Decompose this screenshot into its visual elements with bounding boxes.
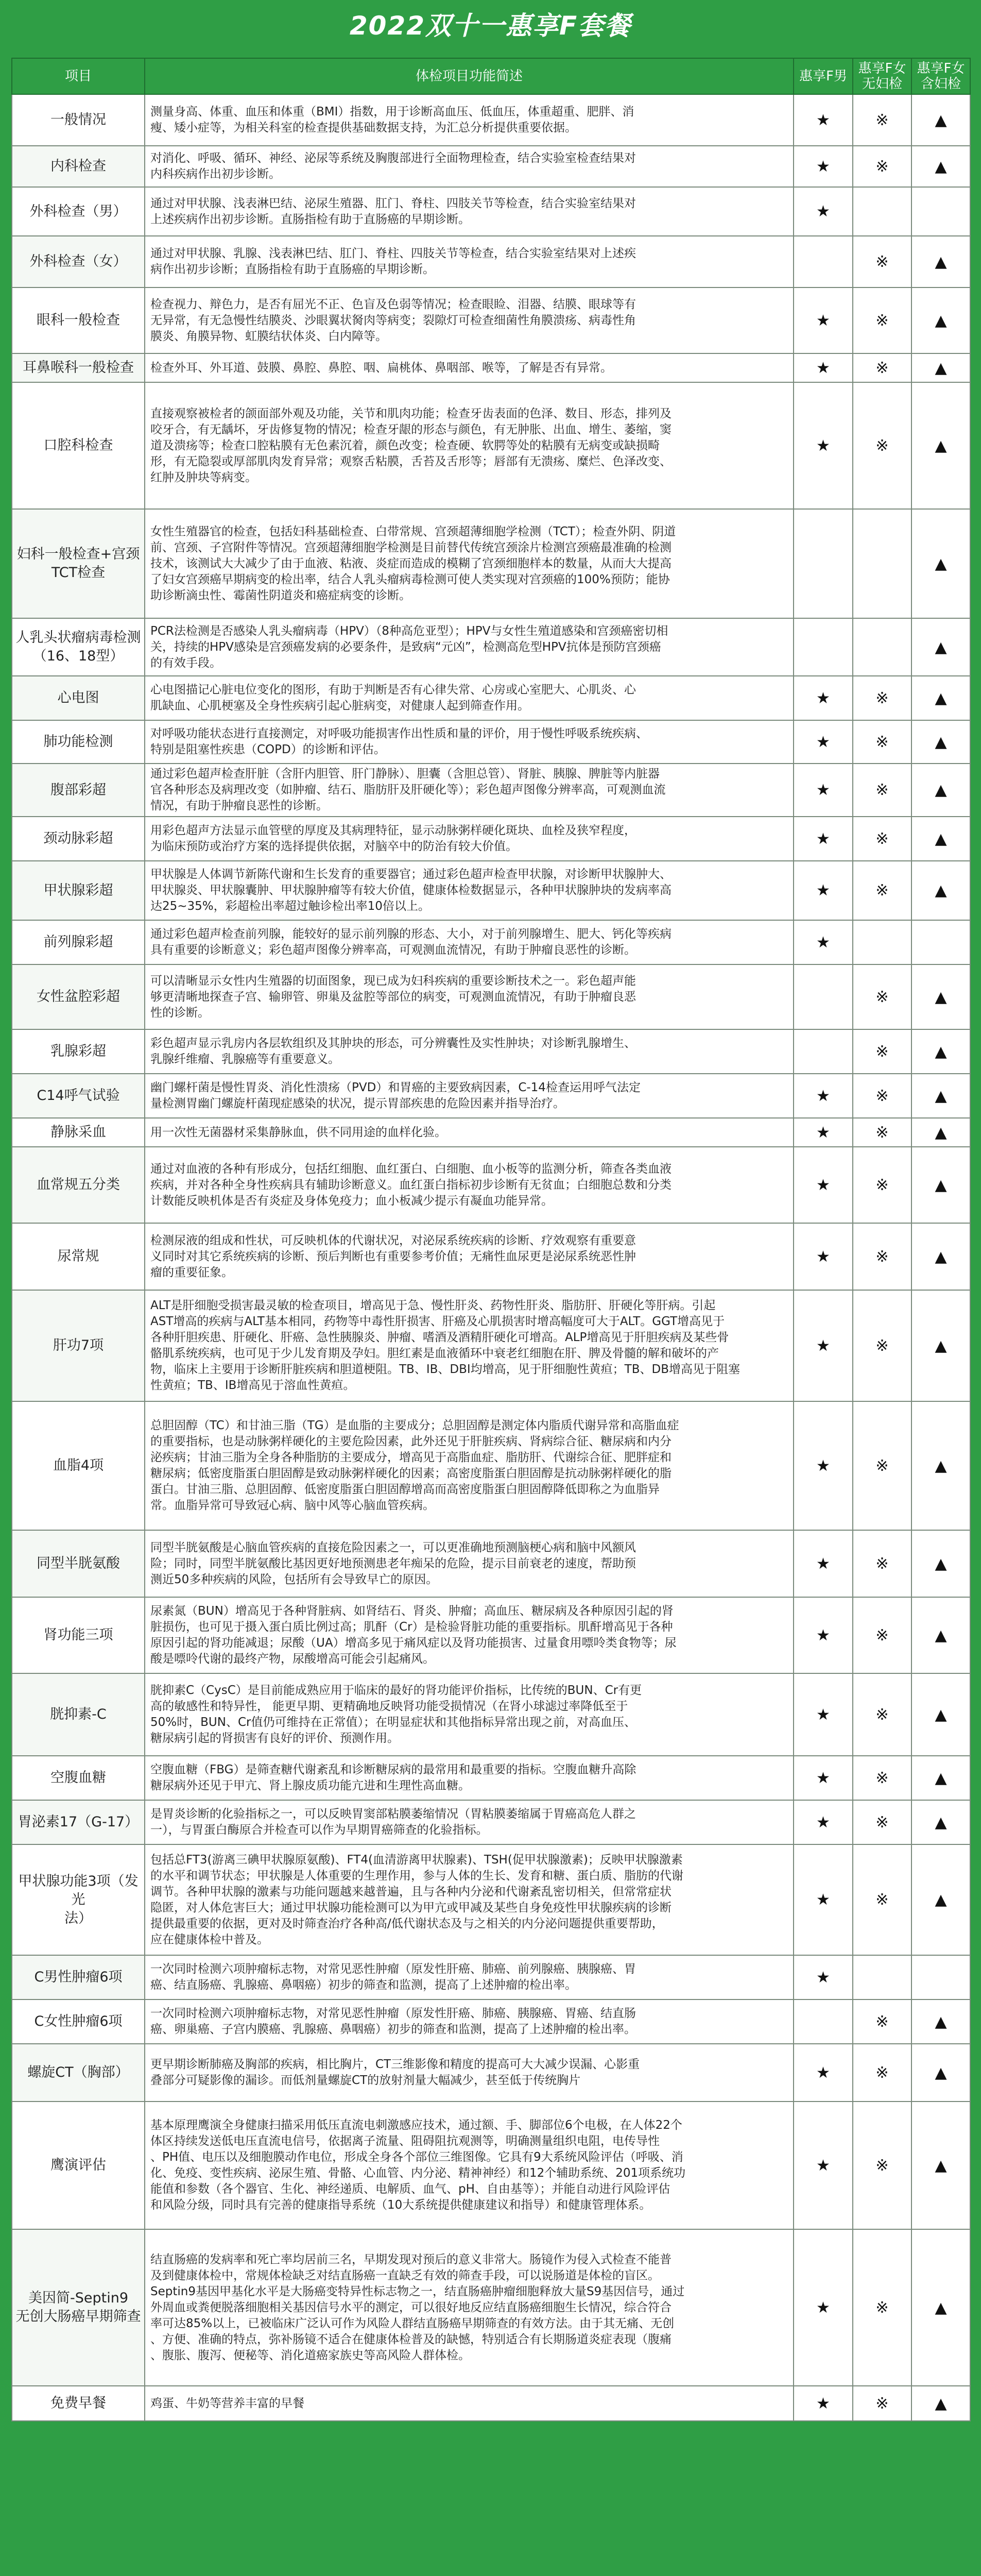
- row-item-name: 螺旋CT（胸部）: [12, 2044, 145, 2102]
- row-mark-female-unmarried: ※: [853, 1673, 911, 1756]
- row-mark-female-married: ▲: [911, 2386, 970, 2421]
- row-item-name: C14呼气试验: [12, 1074, 145, 1118]
- header-female-married: 惠享F女 含妇检: [911, 58, 970, 94]
- row-mark-female-unmarried: ※: [853, 1074, 911, 1118]
- row-mark-female-unmarried: ※: [853, 764, 911, 817]
- row-mark-male: ★: [794, 2044, 853, 2102]
- row-mark-female-married: ▲: [911, 817, 970, 861]
- row-mark-female-unmarried: ※: [853, 1118, 911, 1147]
- row-description: 结直肠癌的发病率和死亡率均居前三名，早期发现对预后的意义非常大。肠镜作为侵入式检查不能普 及到健康体检中，常规体检缺乏对结直肠癌一直缺乏有效的筛查手段，可以说肠道是体检的盲区。 Septin9基因甲基化水平是大肠癌变特异性标志物之一，结直肠癌肿瘤细胞释放大量S9基因信号，通过 外周血或粪便脱落细胞相关基因信号水平的测定，可以很好地反应结直肠癌细胞生长情况，综合符合 率可达85%以上，已被临床广泛认可作为风险人群结直肠癌早期筛查的有效方法。由于其无痛、无创 、方便、准确的特点，弥补肠镜不适合在健康体检普及的缺憾，特别适合有长期肠道炎症表现（腹痛 、腹胀、腹泻、便秘等、消化道癌家族史等高风险人群体检。: [145, 2229, 794, 2386]
- table-row: [12, 94, 970, 146]
- header-female-unmarried: 惠享F女 无妇检: [853, 58, 911, 94]
- table-row: [12, 920, 970, 964]
- row-mark-male: [794, 964, 853, 1029]
- table-row: [12, 2102, 970, 2229]
- row-description: 幽门螺杆菌是慢性胃炎、消化性溃疡（PVD）和胃癌的主要致病因素，C-14检查运用呼气法定 量检测胃幽门螺旋杆菌现症感染的状况，提示胃部疾患的危险因素并指导治疗。: [145, 1074, 794, 1118]
- table-row: [12, 1955, 970, 1999]
- row-mark-female-unmarried: ※: [853, 861, 911, 920]
- row-description: ALT是肝细胞受损害最灵敏的检查项目，增高见于急、慢性肝炎、药物性肝炎、脂肪肝、肝硬化等肝病。引起 AST增高的疾病与ALT基本相同，药物等中毒性肝损害、肝癌及心肌损害时增高幅度可大于ALT。GGT增高见于 各种肝胆疾患、肝硬化、肝癌、急性胰腺炎、肿瘤、嗜酒及酒精肝硬化可增高。ALP增高见于肝胆疾病及某些骨 骼肌系统疾病，也可见于少儿发育期及孕妇。胆红素是血液循环中衰老红细胞在肝、脾及骨髓的解和破坏的产 物，临床上主要用于诊断肝脏疾病和胆道梗阻。TB、IB、DBI均增高，见于肝细胞性黄疸；TB、DB增高见于阻塞 性黄疸；TB、IB增高见于溶血性黄疸。: [145, 1290, 794, 1401]
- row-mark-female-married: ▲: [911, 1800, 970, 1844]
- row-mark-male: ★: [794, 720, 853, 764]
- row-description: 通过对甲状腺、浅表淋巴结、泌尿生殖器、肛门、脊柱、四肢关节等检查，结合实验室结果对 上述疾病作出初步诊断。直肠指检有助于直肠癌的早期诊断。: [145, 187, 794, 236]
- row-mark-female-unmarried: ※: [853, 1401, 911, 1530]
- row-description: 一次同时检测六项肿瘤标志物，对常见恶性肿瘤（原发性肝癌、肺癌、胰腺癌、胃癌、结直肠 癌、卵巢癌、子宫内膜癌、乳腺癌、鼻咽癌）初步的筛查和监测，提高了上述肿瘤的检出率。: [145, 1999, 794, 2044]
- row-item-name: 肾功能三项: [12, 1597, 145, 1673]
- row-item-name: 外科检查（男）: [12, 187, 145, 236]
- row-description: 直接观察被检者的颌面部外观及功能，关节和肌肉功能；检查牙齿表面的色泽、数目、形态，排列及 咬牙合，有无龋坏，牙齿修复物的情况；检查牙龈的形态与颜色，有无肿胀、出血、增生、萎缩，窦 道及溃疡等；检查口腔粘膜有无色素沉着，颜色改变；检查硬、软腭等处的粘膜有无病变或缺损畸 形，有无隐裂或厚部肌肉发育异常；观察舌粘膜，舌苔及舌形等；唇部有无溃疡、糜烂、色泽改变、 红肿及肿块等病变。: [145, 382, 794, 509]
- row-description: 胱抑素C（CysC）是目前能成熟应用于临床的最好的肾功能评价指标，比传统的BUN、Cr有更 高的敏感性和特异性， 能更早期、更精确地反映肾功能受损情况（在肾小球滤过率降低至于 50%时，BUN、Cr值仍可维持在正常值）；在明显症状和其他指标异常出现之前，对高血压、 糖尿病引起的肾损害有良好的评价、预测作用。: [145, 1673, 794, 1756]
- row-mark-female-unmarried: ※: [853, 2229, 911, 2386]
- table-row: [12, 1844, 970, 1955]
- row-item-name: 一般情况: [12, 94, 145, 146]
- row-mark-female-unmarried: [853, 920, 911, 964]
- row-mark-female-unmarried: ※: [853, 382, 911, 509]
- row-item-name: 腹部彩超: [12, 764, 145, 817]
- row-mark-female-married: ▲: [911, 2044, 970, 2102]
- row-mark-female-married: ▲: [911, 1844, 970, 1955]
- row-mark-female-married: ▲: [911, 676, 970, 720]
- row-mark-male: ★: [794, 817, 853, 861]
- row-description: 包括总FT3(游离三碘甲状腺原氨酸)、FT4(血清游离甲状腺素)、TSH(促甲状腺激素)；反映甲状腺激素 的水平和调节状态；甲状腺是人体重要的生理作用，参与人体的生长、发育和糖、蛋白质、脂肪的代谢 调节。各种甲状腺的激素与功能问题越来越普遍，且与各种内分泌和代谢紊乱密切相关，但常常症状 隐匿，对人体危害巨大；通过甲状腺功能检测可以为甲亢或甲减及某些自身免疫性甲状腺疾病的诊断 提供最重要的依据，更对及时筛查治疗各种高/低代谢状态及与之相关的内分泌问题提供重要帮助， 应在健康体检中普及。: [145, 1844, 794, 1955]
- row-item-name: 眼科一般检查: [12, 287, 145, 353]
- table-row: [12, 1401, 970, 1530]
- row-item-name: 甲状腺彩超: [12, 861, 145, 920]
- row-mark-female-married: ▲: [911, 1074, 970, 1118]
- row-mark-male: [794, 236, 853, 287]
- row-mark-male: ★: [794, 94, 853, 146]
- row-item-name: 内科检查: [12, 146, 145, 187]
- row-mark-male: ★: [794, 1673, 853, 1756]
- row-mark-female-married: ▲: [911, 1530, 970, 1597]
- row-mark-female-married: ▲: [911, 1597, 970, 1673]
- row-description: 通过彩色超声检查前列腺，能较好的显示前列腺的形态、大小，对于前列腺增生、肥大、钙化等疾病 具有重要的诊断意义；彩色超声图像分辨率高，可观测血流情况，有助于肿瘤良恶性的诊断。: [145, 920, 794, 964]
- row-mark-male: ★: [794, 920, 853, 964]
- row-item-name: 血常规五分类: [12, 1147, 145, 1223]
- row-mark-female-married: ▲: [911, 382, 970, 509]
- table-row: [12, 1147, 970, 1223]
- row-mark-female-married: [911, 1955, 970, 1999]
- row-mark-female-unmarried: ※: [853, 817, 911, 861]
- row-description: 检测尿液的组成和性状，可反映机体的代谢状况，对泌尿系统疾病的诊断、疗效观察有重要意 义同时对其它系统疾病的诊断、预后判断也有重要参考价值；无痛性血尿更是泌尿系统恶性肿 瘤的重要征象。: [145, 1223, 794, 1290]
- row-mark-female-unmarried: ※: [853, 1756, 911, 1800]
- row-mark-female-married: ▲: [911, 861, 970, 920]
- row-mark-female-married: ▲: [911, 2229, 970, 2386]
- row-mark-female-unmarried: ※: [853, 2386, 911, 2421]
- table-row: [12, 1029, 970, 1074]
- row-description: 更早期诊断肺癌及胸部的疾病，相比胸片，CT三维影像和精度的提高可大大减少误漏、心影重 叠部分可疑影像的漏诊。而低剂量螺旋CT的放射剂量大幅减少，甚至低于传统胸片: [145, 2044, 794, 2102]
- row-mark-male: ★: [794, 1147, 853, 1223]
- table-row: [12, 146, 970, 187]
- table-row: [12, 764, 970, 817]
- table-row: [12, 1999, 970, 2044]
- page-title: 2022双十一惠享F套餐: [349, 11, 632, 41]
- table-row: [12, 1074, 970, 1118]
- row-mark-female-unmarried: [853, 509, 911, 618]
- row-mark-male: [794, 618, 853, 676]
- row-mark-male: ★: [794, 861, 853, 920]
- table-row: [12, 1290, 970, 1401]
- row-mark-female-unmarried: ※: [853, 676, 911, 720]
- row-mark-female-unmarried: ※: [853, 1800, 911, 1844]
- row-mark-female-married: ▲: [911, 1029, 970, 1074]
- row-item-name: 口腔科检查: [12, 382, 145, 509]
- row-item-name: 乳腺彩超: [12, 1029, 145, 1074]
- row-mark-male: ★: [794, 1223, 853, 1290]
- row-description: 用一次性无菌器材采集静脉血，供不同用途的血样化验。: [145, 1118, 794, 1147]
- row-mark-female-unmarried: ※: [853, 2102, 911, 2229]
- row-mark-male: ★: [794, 2386, 853, 2421]
- row-mark-female-married: ▲: [911, 618, 970, 676]
- row-description: 彩色超声显示乳房内各层软组织及其肿块的形态，可分辨囊性及实性肿块；对诊断乳腺增生、 乳腺纤维瘤、乳腺癌等有重要意义。: [145, 1029, 794, 1074]
- row-mark-female-unmarried: ※: [853, 287, 911, 353]
- row-mark-male: ★: [794, 1401, 853, 1530]
- row-mark-female-married: ▲: [911, 2102, 970, 2229]
- row-mark-male: ★: [794, 2229, 853, 2386]
- table-row: [12, 1223, 970, 1290]
- row-item-name: 免费早餐: [12, 2386, 145, 2421]
- row-mark-male: ★: [794, 1955, 853, 1999]
- row-mark-female-unmarried: ※: [853, 720, 911, 764]
- table-row: [12, 2386, 970, 2421]
- row-mark-female-unmarried: ※: [853, 1530, 911, 1597]
- row-description: 总胆固醇（TC）和甘油三脂（TG）是血脂的主要成分；总胆固醇是测定体内脂质代谢异常和高脂血症 的重要指标，也是动脉粥样硬化的主要危险因素，此外还见于肝脏疾病、肾病综合征、糖尿病和内分 泌疾病；甘油三脂为全身各种脂肪的主要成分，增高见于高脂血症、脂肪肝、代谢综合征、肥胖症和 糖尿病；低密度脂蛋白胆固醇是致动脉粥样硬化的因素；高密度脂蛋白胆固醇是抗动脉粥样硬化的脂 蛋白。甘油三脂、总胆固醇、低密度脂蛋白胆固醇增高而高密度脂蛋白胆固醇降低即称之为血脂异 常。血脂异常可导致冠心病、脑中风等心脑血管疾病。: [145, 1401, 794, 1530]
- table-row: [12, 817, 970, 861]
- row-mark-female-married: ▲: [911, 1118, 970, 1147]
- row-mark-male: ★: [794, 2102, 853, 2229]
- row-mark-female-unmarried: ※: [853, 1223, 911, 1290]
- table-row: [12, 1756, 970, 1800]
- row-mark-male: ★: [794, 353, 853, 382]
- row-description: 对呼吸功能状态进行直接测定，对呼吸功能损害作出性质和量的评价，用于慢性呼吸系统疾病、 特别是阻塞性疾患（COPD）的诊断和评估。: [145, 720, 794, 764]
- row-description: 检查外耳、外耳道、鼓膜、鼻腔、鼻腔、咽、扁桃体、鼻咽部、喉等，了解是否有异常。: [145, 353, 794, 382]
- row-mark-female-married: ▲: [911, 353, 970, 382]
- row-item-name: 胃泌素17（G-17）: [12, 1800, 145, 1844]
- row-mark-female-unmarried: ※: [853, 1147, 911, 1223]
- row-item-name: 心电图: [12, 676, 145, 720]
- row-mark-male: [794, 1999, 853, 2044]
- row-mark-male: ★: [794, 1844, 853, 1955]
- row-mark-female-unmarried: ※: [853, 236, 911, 287]
- package-table: [11, 58, 971, 2421]
- row-mark-female-unmarried: ※: [853, 1844, 911, 1955]
- row-item-name: 胱抑素-C: [12, 1673, 145, 1756]
- table-row: [12, 1597, 970, 1673]
- row-mark-female-unmarried: ※: [853, 1597, 911, 1673]
- row-mark-male: ★: [794, 1290, 853, 1401]
- row-description: 尿素氮（BUN）增高见于各种肾脏病、如肾结石、肾炎、肿瘤；高血压、糖尿病及各种原因引起的肾 脏损伤，也可见于摄入蛋白质比例过高；肌酐（Cr）是检验肾脏功能的重要指标。肌酐增高见于各种 原因引起的肾功能减退；尿酸（UA）增高多见于痛风症以及肾功能损害、过量食用嘌呤类食物等；尿 酸是嘌呤代谢的最终产物，尿酸增高可能会引起痛风。: [145, 1597, 794, 1673]
- row-mark-female-married: ▲: [911, 1223, 970, 1290]
- row-mark-male: ★: [794, 1800, 853, 1844]
- row-mark-female-married: ▲: [911, 1147, 970, 1223]
- row-item-name: C女性肿瘤6项: [12, 1999, 145, 2044]
- row-item-name: C男性肿瘤6项: [12, 1955, 145, 1999]
- row-mark-male: [794, 1029, 853, 1074]
- row-mark-female-unmarried: [853, 187, 911, 236]
- row-mark-female-married: ▲: [911, 1290, 970, 1401]
- row-mark-female-married: ▲: [911, 146, 970, 187]
- row-mark-female-unmarried: [853, 618, 911, 676]
- row-mark-female-unmarried: ※: [853, 1029, 911, 1074]
- table-row: [12, 1673, 970, 1756]
- row-item-name: 甲状腺功能3项（发光 法）: [12, 1844, 145, 1955]
- row-description: 甲状腺是人体调节新陈代谢和生长发育的重要器官；通过彩色超声检查甲状腺，对诊断甲状腺肿大、 甲状腺炎、甲状腺囊肿、甲状腺肿瘤等有较大价值，健康体检数据显示，各种甲状腺肿块的发病率高 达25~35%，彩超检出率超过触诊检出率10倍以上。: [145, 861, 794, 920]
- row-item-name: 鹰演评估: [12, 2102, 145, 2229]
- row-mark-female-married: ▲: [911, 720, 970, 764]
- row-description: 鸡蛋、牛奶等营养丰富的早餐: [145, 2386, 794, 2421]
- row-mark-male: ★: [794, 146, 853, 187]
- row-description: 心电图描记心脏电位变化的图形，有助于判断是否有心律失常、心房或心室肥大、心肌炎、心 肌缺血、心肌梗塞及全身性疾病引起心脏病变，对健康人起到筛查作用。: [145, 676, 794, 720]
- row-item-name: 同型半胱氨酸: [12, 1530, 145, 1597]
- row-mark-male: ★: [794, 676, 853, 720]
- row-item-name: 肝功7项: [12, 1290, 145, 1401]
- row-item-name: 妇科一般检查+宫颈 TCT检查: [12, 509, 145, 618]
- header-male: 惠享F男: [794, 58, 853, 94]
- row-mark-female-married: ▲: [911, 964, 970, 1029]
- row-mark-female-married: ▲: [911, 1999, 970, 2044]
- row-mark-male: ★: [794, 1118, 853, 1147]
- table-row: [12, 1118, 970, 1147]
- row-mark-male: ★: [794, 764, 853, 817]
- row-mark-female-married: ▲: [911, 509, 970, 618]
- row-mark-female-unmarried: ※: [853, 1999, 911, 2044]
- table-row: [12, 676, 970, 720]
- table-row: [12, 2229, 970, 2386]
- table-row: [12, 236, 970, 287]
- row-description: 一次同时检测六项肿瘤标志物，对常见恶性肿瘤（原发性肝癌、肺癌、前列腺癌、胰腺癌、胃 癌、结直肠癌、乳腺癌、鼻咽癌）初步的筛查和监测，提高了上述肿瘤的检出率。: [145, 1955, 794, 1999]
- row-item-name: 女性盆腔彩超: [12, 964, 145, 1029]
- row-mark-male: ★: [794, 1530, 853, 1597]
- header-desc: 体检项目功能简述: [145, 58, 794, 94]
- row-description: 用彩色超声方法显示血管壁的厚度及其病理特征，显示动脉粥样硬化斑块、血栓及狭窄程度， 为临床预防或治疗方案的选择提供依据，对脑卒中的防治有较大价值。: [145, 817, 794, 861]
- row-mark-female-married: [911, 187, 970, 236]
- row-mark-female-unmarried: ※: [853, 1290, 911, 1401]
- table-row: [12, 287, 970, 353]
- row-mark-female-unmarried: ※: [853, 146, 911, 187]
- row-description: 空腹血糖（FBG）是筛查糖代谢紊乱和诊断糖尿病的最常用和最重要的指标。空腹血糖升高除 糖尿病外还见于甲亢、肾上腺皮质功能亢进和生理性高血糖。: [145, 1756, 794, 1800]
- row-mark-female-married: [911, 920, 970, 964]
- row-description: 基本原理鹰演全身健康扫描采用低压直流电刺激感应技术，通过额、手、脚部位6个电极，在人体22个 体区持续发送低电压直流电信号，依据离子流量、阻碍阻抗观测等，明确测量组织电阻，电传导性 、PH值、电压以及细胞膜动作电位，形成全身各个部位三维图像。它具有9大系统风险评估（呼吸、消 化、免疫、变性疾病、泌尿生殖、骨骼、心血管、内分泌、精神神经）和12个辅助系统、201项系统功 能值和参数（各个器官、生化、神经递质、电解质、血气、pH、自由基等）；并能自动进行风险评估 和风险分级，同时具有完善的健康指导系统（10大系统提供健康建议和指导）和健康管理体系。: [145, 2102, 794, 2229]
- row-mark-female-married: ▲: [911, 1756, 970, 1800]
- row-item-name: 颈动脉彩超: [12, 817, 145, 861]
- row-mark-female-unmarried: ※: [853, 2044, 911, 2102]
- table-row: [12, 509, 970, 618]
- row-description: 通过对血液的各种有形成分，包括红细胞、血红蛋白、白细胞、血小板等的监测分析，筛查各类血液 疾病，并对各种全身性疾病具有辅助诊断意义。血红蛋白指标初步诊断有无贫血；白细胞总数和分类 计数能反映机体是否有炎症及身体免疫力；血小板减少提示有凝血功能异常。: [145, 1147, 794, 1223]
- row-description: 通过对甲状腺、乳腺、浅表淋巴结、肛门、脊柱、四肢关节等检查，结合实验室结果对上述疾 病作出初步诊断；直肠指检有助于直肠癌的早期诊断。: [145, 236, 794, 287]
- row-mark-female-unmarried: ※: [853, 94, 911, 146]
- row-item-name: 耳鼻喉科一般检查: [12, 353, 145, 382]
- table-row: [12, 187, 970, 236]
- row-description: 是胃炎诊断的化验指标之一，可以反映胃窦部粘膜萎缩情况（胃粘膜萎缩属于胃癌高危人群之 一），与胃蛋白酶原合并检查可以作为早期胃癌筛查的化验指标。: [145, 1800, 794, 1844]
- row-mark-male: ★: [794, 1597, 853, 1673]
- row-item-name: 血脂4项: [12, 1401, 145, 1530]
- row-item-name: 尿常规: [12, 1223, 145, 1290]
- row-mark-female-unmarried: [853, 1955, 911, 1999]
- table-row: [12, 1530, 970, 1597]
- table-row: [12, 964, 970, 1029]
- row-mark-male: [794, 509, 853, 618]
- row-item-name: 外科检查（女）: [12, 236, 145, 287]
- row-description: PCR法检测是否感染人乳头瘤病毒（HPV）（8种高危亚型）；HPV与女性生殖道感染和宫颈癌密切相 关，持续的HPV感染是宫颈癌发病的必要条件，是致病“元凶”，检测高危型HPV抗体是预防宫颈癌 的有效手段。: [145, 618, 794, 676]
- table-row: [12, 861, 970, 920]
- row-item-name: 肺功能检测: [12, 720, 145, 764]
- row-mark-female-married: ▲: [911, 1673, 970, 1756]
- row-item-name: 美因简-Septin9 无创大肠癌早期筛查: [12, 2229, 145, 2386]
- table-row: [12, 1800, 970, 1844]
- row-mark-male: ★: [794, 187, 853, 236]
- row-mark-male: ★: [794, 1074, 853, 1118]
- row-item-name: 空腹血糖: [12, 1756, 145, 1800]
- row-mark-male: ★: [794, 287, 853, 353]
- row-mark-female-married: ▲: [911, 764, 970, 817]
- row-mark-female-married: ▲: [911, 94, 970, 146]
- row-mark-female-married: ▲: [911, 236, 970, 287]
- table-row: [12, 2044, 970, 2102]
- row-description: 同型半胱氨酸是心脑血管疾病的直接危险因素之一，可以更准确地预测脑梗心病和脑中风额风 险；同时，同型半胱氨酸比基因更好地预测患老年痴呆的危险，提示目前衰老的速度，帮助预 测近50多种疾病的风险，包括所有会导致早亡的原因。: [145, 1530, 794, 1597]
- row-mark-female-unmarried: ※: [853, 353, 911, 382]
- row-mark-female-married: ▲: [911, 1401, 970, 1530]
- row-item-name: 静脉采血: [12, 1118, 145, 1147]
- table-header-row: [12, 58, 970, 94]
- row-mark-male: ★: [794, 1756, 853, 1800]
- row-mark-female-unmarried: ※: [853, 964, 911, 1029]
- table-row: [12, 618, 970, 676]
- row-description: 女性生殖器官的检查，包括妇科基础检查、白带常规、宫颈超薄细胞学检测（TCT）；检查外阴、阴道 前、宫颈、子宫附件等情况。宫颈超薄细胞学检测是目前替代传统宫颈涂片检测宫颈癌最准确的检测 技术，该测试大大减少了由于血液、粘液、炎症而造成的模糊了宫颈细胞样本的数量，从而大大提高 了妇女宫颈癌早期病变的检出率，结合人乳头瘤病毒检测可使人类实现对宫颈癌的100%预防；能协 助诊断滴虫性、霉菌性阴道炎和癌症病变的诊断。: [145, 509, 794, 618]
- row-mark-male: ★: [794, 382, 853, 509]
- row-item-name: 前列腺彩超: [12, 920, 145, 964]
- row-description: 检查视力、辩色力，是否有屈光不正、色盲及色弱等情况；检查眼睑、泪器、结膜、眼球等有 无异常，有无急慢性结膜炎、沙眼翼状胬肉等病变；裂隙灯可检查细菌性角膜溃疡、病毒性角 膜炎、角膜异物、虹膜结状体炎、白内障等。: [145, 287, 794, 353]
- row-item-name: 人乳头状瘤病毒检测 （16、18型）: [12, 618, 145, 676]
- row-description: 对消化、呼吸、循环、神经、泌尿等系统及胸腹部进行全面物理检查，结合实验室检查结果对 内科疾病作出初步诊断。: [145, 146, 794, 187]
- header-item: 项目: [12, 58, 145, 94]
- row-mark-female-married: ▲: [911, 287, 970, 353]
- table-row: [12, 382, 970, 509]
- row-description: 测量身高、体重、血压和体重（BMI）指数，用于诊断高血压、低血压，体重超重、肥胖、消 瘦、矮小症等，为相关科室的检查提供基础数据支持，为汇总分析提供重要依据。: [145, 94, 794, 146]
- row-description: 通过彩色超声检查肝脏（含肝内胆管、肝门静脉）、胆囊（含胆总管）、肾脏、胰腺、脾脏等内脏器 官各种形态及病理改变（如肿瘤、结石、脂肪肝及肝硬化等）；彩色超声图像分辨率高，可观测血流 情况，有助于肿瘤良恶性的诊断。: [145, 764, 794, 817]
- table-row: [12, 353, 970, 382]
- table-row: [12, 720, 970, 764]
- row-description: 可以清晰显示女性内生殖器的切面图象，现已成为妇科疾病的重要诊断技术之一。彩色超声能 够更清晰地探查子宫、输卵管、卵巢及盆腔等部位的病变，可观测血流情况，有助于肿瘤良恶 性的诊断。: [145, 964, 794, 1029]
- table-body: [12, 94, 970, 2421]
